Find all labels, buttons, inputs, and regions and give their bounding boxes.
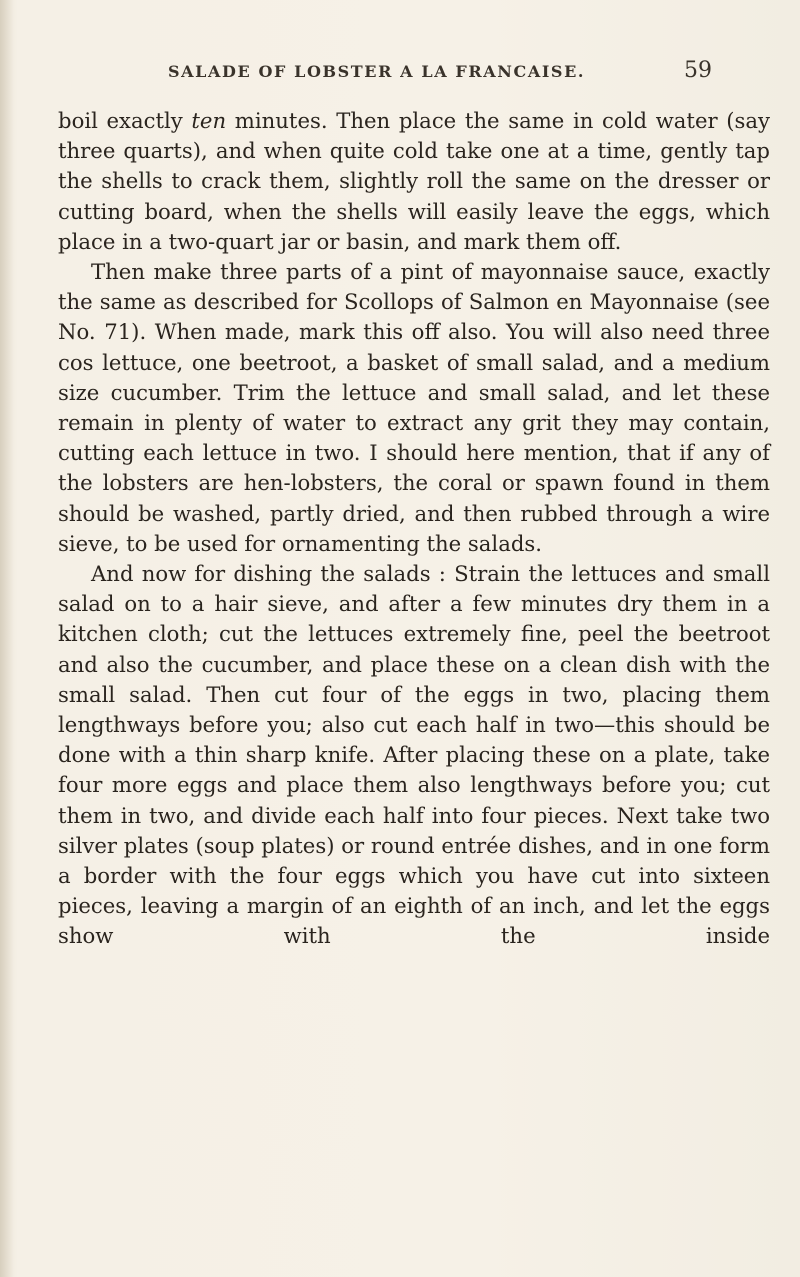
page-number: 59 xyxy=(684,58,712,83)
paragraph-1 xyxy=(58,106,770,257)
gutter-shadow xyxy=(0,0,14,1277)
emphasis-ten: ten xyxy=(191,108,227,133)
running-head: SALADE OF LOBSTER A LA FRANCAISE. xyxy=(168,62,586,81)
paragraph-1-rest: minutes. Then place the same in cold water (say three quarts), and when quite cold take one at a time, gently tap the shells to crack them, slightly roll the same on the dresser or cutting board, when the shells will easily leave the eggs, which place in a two-quart jar or basin, and mark them off. xyxy=(58,108,770,254)
body-text xyxy=(58,106,770,952)
paragraph-2: Then make three parts of a pint of mayonnaise sauce, exactly the same as described for Scollops of Salmon en Mayonnaise (see No. 71). When made, mark this off also. You will also need three cos lettuce, one beetroot, a basket of small salad, and a medium size cucumber. Trim the lettuce and small salad, and let these remain in plenty of water to extract any grit they may contain, cutting each lettuce in two. I should here mention, that if any of the lobsters are hen-lobsters, the coral or spawn found in them should be washed, partly dried, and then rubbed through a wire sieve, to be used for ornamenting the salads. xyxy=(58,259,770,556)
paragraph-3: And now for dishing the salads : Strain the lettuces and small salad on to a hair sieve, and after a few minutes dry them in a kitchen cloth; cut the lettuces extremely fine, peel the beetroot and also the cucumber, and place these on a clean dish with the small salad. Then cut four of the eggs in two, placing them lengthways before you; also cut each half in two—this should be done with a thin sharp knife. After placing these on a plate, take four more eggs and place them also lengthways before you; cut them in two, and divide each half into four pieces. Next take two silver plates (soup plates) or round entrée dishes, and in one form a border with the four eggs which you have cut into sixteen pieces, leaving a margin of an eighth of an inch, and let the eggs show with the inside xyxy=(58,561,770,949)
paragraph-1-start: boil exactly xyxy=(58,108,192,133)
